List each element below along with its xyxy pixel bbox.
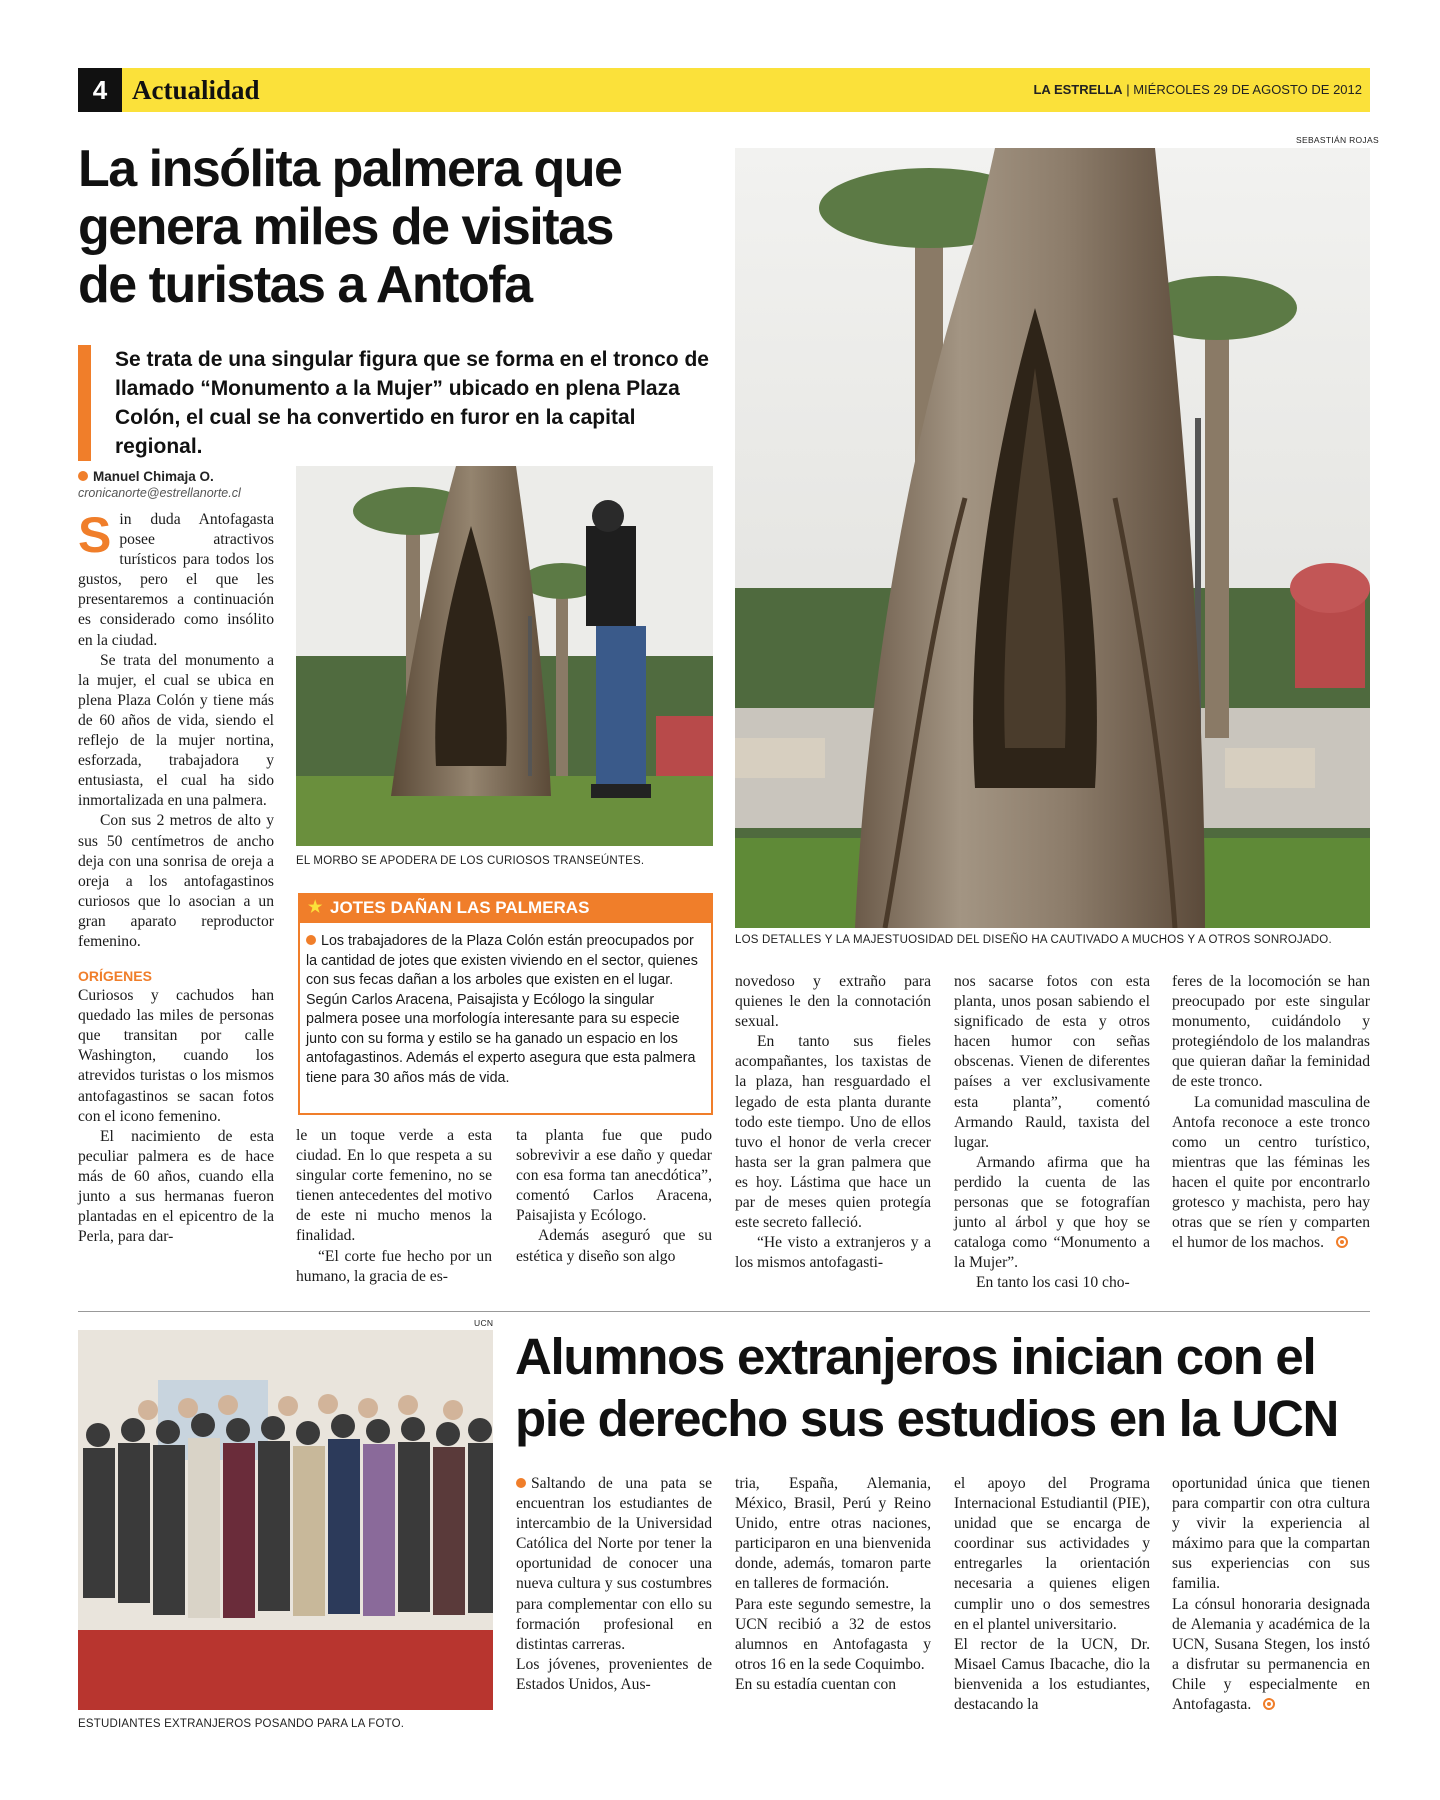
- small-photo-caption: EL MORBO SE APODERA DE LOS CURIOSOS TRANSEÚNTES.: [296, 855, 645, 867]
- paragraph: ta planta fue que pudo sobrevivir a ese daño y quedar con esa forma tan anecdótica”, comentó Carlos Aracena, Paisajista y Ecólogo.: [516, 1127, 712, 1225]
- headline-line: de turistas a Antofa: [78, 256, 532, 314]
- publication-date: MIÉRCOLES 29 DE AGOSTO DE 2012: [1133, 82, 1362, 97]
- page-number: 4: [78, 68, 122, 112]
- deck-line: Colón, el cual se ha convertido en furor en la capital regional.: [115, 406, 636, 458]
- article-column-3: [516, 1126, 712, 1267]
- article-column-2: [296, 1126, 492, 1287]
- deck-line: llamado “Monumento a la Mujer” ubicado en plena Plaza: [115, 377, 680, 400]
- paragraph: “He visto a extranjeros y a los mismos antofagasti-: [735, 1234, 931, 1272]
- headline-line: Alumnos extranjeros inician con el: [515, 1328, 1316, 1385]
- end-of-article-icon: [1263, 1698, 1275, 1710]
- end-of-article-icon: [1336, 1236, 1348, 1248]
- students-group-photo: [78, 1330, 493, 1710]
- paragraph-text: La comunidad masculina de Antofa reconoce a este tronco como un centro turístico, mientras que las féminas les hacen el quite por encontrarlo grotesco y machista, pero hay otras que se ríen y comparten el humor de los machos.: [1172, 1093, 1370, 1252]
- headline-line: pie derecho sus estudios en la UCN: [515, 1390, 1339, 1447]
- article-column-4: [735, 972, 931, 1273]
- author-name: Manuel Chimaja O.: [93, 469, 214, 484]
- paragraph-text: Saltando de una pata se encuentran los estudiantes de intercambio de la Universidad Católica del Norte por tener la oportunidad de conocer una nueva cultura y sus costumbres para complementar con ello su formación profesional en distintas carreras.: [516, 1475, 712, 1653]
- article-column-5: [954, 972, 1150, 1294]
- subhead-origenes: ORÍGENES: [78, 968, 152, 985]
- author-email: cronicanorte@estrellanorte.cl: [78, 486, 241, 500]
- paragraph: En tanto sus fieles acompañantes, los taxistas de la plaza, han resguardado el legado de esta planta durante todo este tiempo. Uno de ellos tuvo el honor de verla crecer hasta ser la gran palmera que es hoy. Lástima que hace un par de meses quien protegía este secreto falleció.: [735, 1033, 931, 1232]
- paragraph: “El corte fue hecho por un humano, la gracia de es-: [296, 1247, 492, 1285]
- article-deck: [78, 345, 718, 461]
- photo-credit: SEBASTIÁN ROJAS: [1296, 135, 1379, 145]
- paragraph: Para este segundo semestre, la UCN recibió a 32 de estos alumnos en Antofagasta y otros 16 en la sede Coquimbo.: [735, 1595, 931, 1673]
- article2-column-2: [735, 1474, 931, 1695]
- sidebar-box-body: [298, 923, 713, 1115]
- paragraph: tria, España, Alemania, México, Brasil, Perú y Reino Unido, entre otras naciones, participaron en una bienvenida donde, además, tomaron parte en talleres de formación.: [735, 1475, 931, 1593]
- article-column-6: [1172, 972, 1370, 1253]
- article-headline: [78, 140, 718, 314]
- sidebar-box-title-text: JOTES DAÑAN LAS PALMERAS: [330, 898, 590, 917]
- paragraph: Además aseguró que su estética y diseño son algo: [516, 1227, 712, 1265]
- drop-cap: S: [78, 507, 112, 563]
- paragraph: el apoyo del Programa Internacional Estudiantil (PIE), unidad que se encarga de coordinar sus actividades y entregarles la orientación necesaria a quienes eligen cumplir uno o dos semestres en el plantel universitario.: [954, 1475, 1150, 1633]
- paragraph-text: in duda Antofagasta posee atractivos turísticos para todos los gustos, pero el que les presentaremos a continuación es considerado como insólito en la ciudad.: [78, 511, 274, 649]
- paragraph: oportunidad única que tienen para compartir con otra cultura y vivir la experiencia al máximo para que la compartan sus experiencias con sus familia.: [1172, 1475, 1370, 1593]
- paragraph: [1172, 1595, 1370, 1716]
- paragraph: Armando afirma que ha perdido la cuenta de las personas que se fotografían junto al árbol y que hoy se cataloga como “Monumento a la Mujer”.: [954, 1153, 1150, 1272]
- bullet-dot-icon: [516, 1478, 526, 1488]
- section-header-bar: [78, 68, 1370, 112]
- section-divider: [78, 1311, 1370, 1312]
- article2-headline: [515, 1326, 1375, 1450]
- paragraph: Curiosos y cachudos han quedado las miles de personas que transitan por calle Washington, cuando los atrevidos turistas o los mismos antofagastinos se sacan fotos con el icono femenino.: [78, 987, 274, 1125]
- author-byline: [78, 468, 241, 502]
- small-photo-illustration: [296, 466, 713, 846]
- photo-credit-ucn: UCN: [474, 1318, 494, 1328]
- dateline-separator: |: [1126, 82, 1130, 97]
- paragraph: En tanto los casi 10 cho-: [976, 1274, 1130, 1292]
- main-photo-caption: LOS DETALLES Y LA MAJESTUOSIDAD DEL DISEÑO HA CAUTIVADO A MUCHOS Y A OTROS SONROJADO.: [735, 934, 1332, 946]
- main-photo-illustration: [735, 148, 1370, 928]
- sidebar-box-title: [298, 893, 713, 923]
- bullet-dot-icon: [306, 935, 316, 945]
- sidebar-paragraph: Según Carlos Aracena, Paisajista y Ecólogo la singular palmera posee una morfología interesante para su especie junto con su forma y estilo se ha ganado un espacio en los antofagastinos. Además el experto asegura que esta palmera tiene para 30 años más de vida.: [306, 991, 696, 1086]
- article2-column-1: [516, 1474, 712, 1695]
- main-photo-palm-trunk: [735, 148, 1370, 928]
- paragraph: El rector de la UCN, Dr. Misael Camus Ibacache, dio la bienvenida a los estudiantes, destacando la: [954, 1635, 1150, 1714]
- paragraph: [516, 1474, 712, 1655]
- article-column-1: [78, 507, 274, 1247]
- paragraph: le un toque verde a esta ciudad. En lo que respeta a su singular corte femenino, no se tienen antecedentes del motivo de este ni mucho menos la finalidad.: [296, 1127, 492, 1245]
- students-photo-caption: ESTUDIANTES EXTRANJEROS POSANDO PARA LA FOTO.: [78, 1718, 405, 1730]
- sidebar-paragraph-text: Los trabajadores de la Plaza Colón están preocupados por la cantidad de jotes que existen viviendo en el sector, quienes con sus fecas dañan a los arboles que existen en el lugar.: [306, 933, 698, 988]
- students-photo-illustration: [78, 1330, 493, 1710]
- small-photo-visitor: [296, 466, 713, 846]
- deck-line: Se trata de una singular figura que se forma en el tronco de: [115, 348, 709, 371]
- headline-line: La insólita palmera que: [78, 140, 622, 198]
- paper-name: LA ESTRELLA: [1033, 82, 1123, 97]
- bullet-dot-icon: [78, 471, 88, 481]
- headline-line: genera miles de visitas: [78, 198, 613, 256]
- paragraph: feres de la locomoción se han preocupado por este singular monumento, cuidándolo y protegiéndolo de los malandras que quieran dañar la feminidad de este tronco.: [1172, 973, 1370, 1091]
- star-icon: ★: [308, 899, 323, 916]
- dateline: [1033, 68, 1362, 112]
- paragraph: Con sus 2 metros de alto y sus 50 centímetros de ancho deja con una sonrisa de oreja a oreja a los antofagastinos curiosos que lo asocian a un gran aparato reproductor femenino.: [78, 812, 274, 950]
- article2-column-4: [1172, 1474, 1370, 1715]
- paragraph: [1172, 1093, 1370, 1254]
- sidebar-paragraph: [306, 932, 701, 991]
- paragraph: [78, 507, 274, 651]
- paragraph: El nacimiento de esta peculiar palmera es de hace más de 60 años, cuando ella junto a sus hermanas fueron plantadas en el epicentro de la Perla, para dar-: [78, 1127, 274, 1246]
- paragraph: En su estadía cuentan con: [735, 1675, 897, 1693]
- paragraph: novedoso y extraño para quienes le den la connotación sexual.: [735, 973, 931, 1031]
- paragraph: Se trata del monumento a la mujer, el cual se ubica en plena Plaza Colón y tiene más de 60 años de vida, siendo el reflejo de la mujer nortina, esforzada, trabajadora y entusiasta, el cual ha sido inmortalizada en una palmera.: [78, 651, 274, 810]
- paragraph: nos sacarse fotos con esta planta, unos posan sabiendo el significado de esta y otros hacen humor con señas obscenas. Vienen de diferentes países a ver exclusivamente esta planta”, comentó Armando Rauld, taxista del lugar.: [954, 973, 1150, 1151]
- paragraph: Los jóvenes, provenientes de Estados Unidos, Aus-: [516, 1655, 712, 1693]
- paragraph-text: La cónsul honoraria designada de Alemania y académica de la UCN, Susana Stegen, los instó a disfrutar su permanencia en Chile y especialmente en Antofagasta.: [1172, 1595, 1370, 1714]
- section-name: Actualidad: [132, 75, 260, 105]
- article2-column-3: [954, 1474, 1150, 1715]
